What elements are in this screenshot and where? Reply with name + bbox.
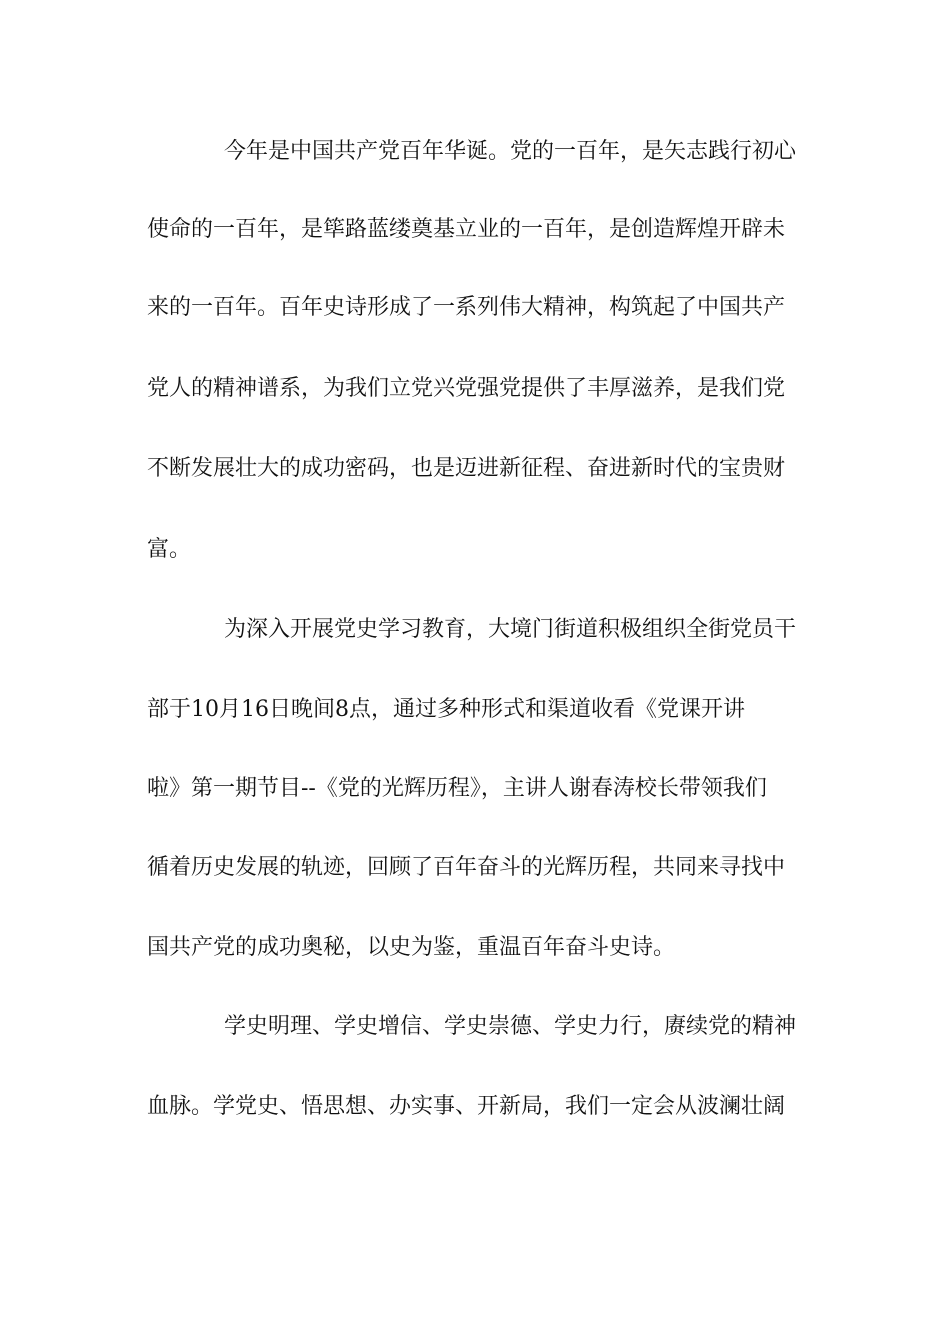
paragraph-line: 来的一百年。百年史诗形成了一系列伟大精神，构筑起了中国共产 xyxy=(147,295,786,320)
paragraph-line: 学史明理、学史增信、学史崇德、学史力行，赓续党的精神 xyxy=(224,1014,797,1039)
paragraph-line: 部于10月16日晚间8点，通过多种形式和渠道收看《党课开讲 xyxy=(147,697,745,722)
paragraph-line: 今年是中国共产党百年华诞。党的一百年，是矢志践行初心 xyxy=(224,139,797,164)
paragraph-line: 国共产党的成功奥秘，以史为鉴，重温百年奋斗史诗。 xyxy=(147,935,676,960)
paragraph-line: 党人的精神谱系，为我们立党兴党强党提供了丰厚滋养，是我们党 xyxy=(147,376,786,401)
paragraph-line: 使命的一百年，是筚路蓝缕奠基立业的一百年，是创造辉煌开辟未 xyxy=(147,217,786,242)
paragraph-line: 不断发展壮大的成功密码，也是迈进新征程、奋进新时代的宝贵财 xyxy=(147,456,786,481)
paragraph-line: 为深入开展党史学习教育，大境门街道积极组织全街党员干 xyxy=(224,617,797,642)
paragraph-line: 血脉。学党史、悟思想、办实事、开新局，我们一定会从波澜壮阔 xyxy=(147,1094,786,1119)
paragraph-line: 富。 xyxy=(147,537,192,562)
paragraph-line: 循着历史发展的轨迹，回顾了百年奋斗的光辉历程，共同来寻找中 xyxy=(147,855,786,880)
paragraph-line: 啦》第一期节目--《党的光辉历程》，主讲人谢春涛校长带领我们 xyxy=(147,776,767,801)
